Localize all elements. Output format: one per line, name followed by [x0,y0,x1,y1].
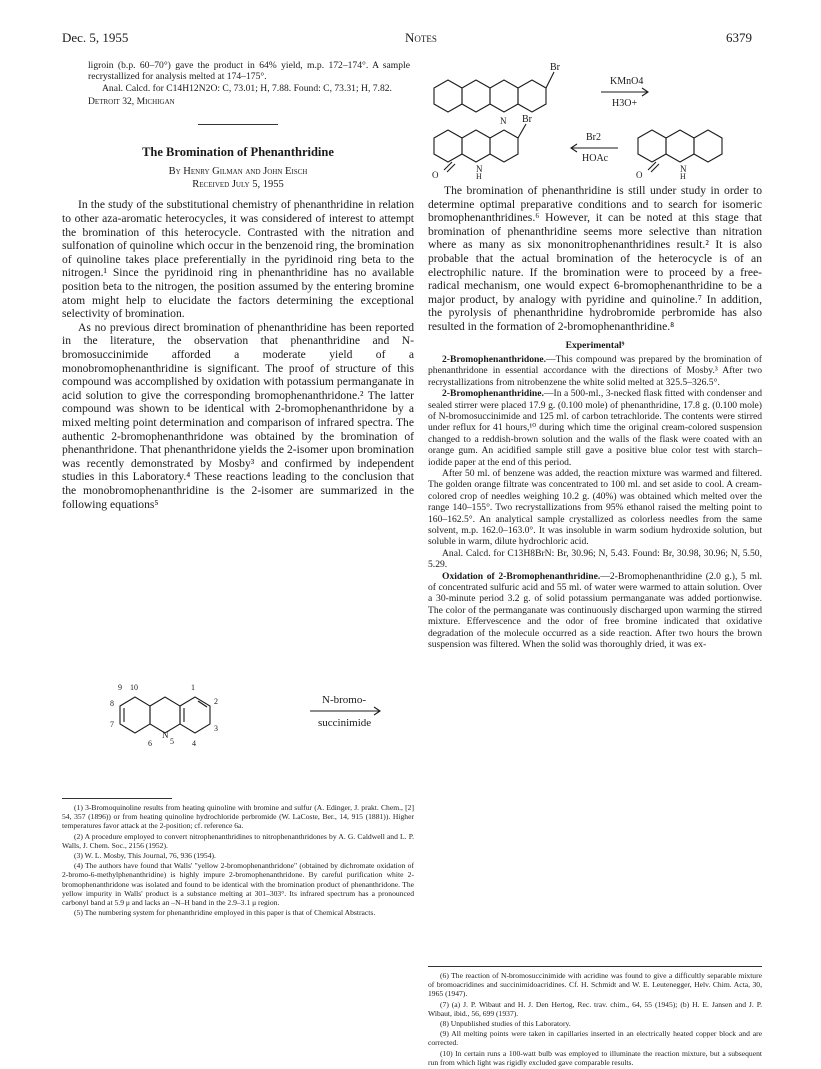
position-3-label: 3 [214,724,218,733]
procedure-bromophenanthridine: 2-Bromophenanthridine.—In a 500-ml., 3-necked flask fitted with condenser and sealed stirrer were placed 17.9 g. (0.100 mole) of phenanthridine, 17.8 g. (0.100 mole) of N-bromosuccinimide and 125 ml. of carbon tetrachloride. The contents were stirred under reflux for 41 hours,¹⁰ during which time the original cream-colored suspension changed to a reddish-brown solution and the walls of the flask were coated with an orange gum. An acidified sample still gave a positive blue color test with starch–iodide paper at the end of this period. [428,388,762,468]
scheme-phenanthridine-nbs [90,676,420,756]
bromine-label-top: Br [550,62,560,73]
right-footnotes [428,966,762,1068]
benzo-ring-middle [150,697,180,733]
running-header-date: Dec. 5, 1955 [62,30,129,45]
procedure-title-oxidation: Oxidation of 2-Bromophenanthridine. [442,570,601,582]
hydrogen-label-right: H [680,172,686,180]
right-column [428,184,762,651]
position-8-label: 8 [110,699,114,708]
position-10-label: 10 [130,683,138,692]
footnote-1: (1) 3-Bromoquinoline results from heating quinoline with bromine and sulfur (A. Edinger, J. prakt. Chem., [2] 54, 357 (1896)) or from heating quinoline hydrochloride perbromide (W. LaCoste, Ber., 14, 915 (1881)). Higher temperatures favor attack at the 2-position; cf. reference 6a. [62,803,414,831]
nh-nitrogen-label-right: N [680,164,687,174]
footnote-3: (3) W. L. Mosby, This Journal, 76, 936 (1954). [74,851,216,861]
reagent-succinimide-label: succinimide [318,717,372,729]
experimental-heading: Experimental⁹ [565,339,625,351]
running-header-section: Notes [405,30,437,45]
procedure-title-bromophenanthridine: 2-Bromophenanthridine. [442,388,544,400]
procedure-oxidation: Oxidation of 2-Bromophenanthridine.—2-Bromophenanthridine (2.0 g.), 5 ml. of concentrated sulfuric acid and 55 ml. of water were warmed to attain solution. Over a 30-minute period 3.2 g. of solid potassium permanganate was added portionwise. The color of the permanganate was continuously discharged upon warming the stirred mixture. Effervescence and the odor of free bromine indicated that oxidative degradation of the molecule occurred as a side reaction. After two hours the brown suspension was filtered. When the solid was thoroughly dried, it was ex- [428,570,763,651]
nh-nitrogen-label-left: N [476,164,483,174]
left-footnotes [62,798,414,918]
footnote-10: (10) In certain runs a 100-watt bulb was employed to illuminate the reaction mixture, but a subsequent run from which light was rigidly excluded gave comparable results. [428,1048,762,1067]
prev-article-location: Detroit 32, Michigan [88,96,175,108]
proof-paragraph: As no previous direct bromination of phenanthridine has been reported in the literature, the observation that phenanthridine and N-bromosuccinimide afforded a moderate yield of a monobromophenanthridine is significant. The proof of structure of this compound was accomplished by oxidation with potassium permanganate in acid solution to give the corresponding bromophenanthridone.² The latter compound was shown to be identical with 2-bromophenanthridone by a mixed melting point determination and comparison of infrared spectra. The authentic 2-bromophenanthridone was obtained by the bromination of phenanthridone. That phenanthridone yields the 2-isomer upon bromination was recently demonstrated by Mosby³ and confirmed by independent studies in this Laboratory.⁴ These reactions leading to the conclusion that the monobromophenanthridine is the 2-isomer are summarized in the following equations⁵ [62,320,414,511]
footnote-7: (7) (a) J. P. Wibaut and H. J. Den Hertog, Rec. trav. chim., 64, 55 (1945); (b) H. E. Jansen and J. P. Wibaut, ibid., 56, 699 (1937). [428,999,762,1018]
procedure-workup: After 50 ml. of benzene was added, the reaction mixture was warmed and filtered. The golden orange filtrate was concentrated to 100 ml. and set aside to cool. A cream-colored crop of needles weighing 10.2 g. (40%) was obtained which melted over the range 140–155°. Two recrystallizations from 95% ethanol raised the melting point to 160–162.5°. An analytical sample crystallized as colorless needles from the same solvent, m.p. 162.0–163.0°. It was insoluble in warm sodium hydroxide solution, but soluble in warm, dilute hydrochloric acid. [428,468,762,548]
nitrogen-label: N [162,730,169,740]
oxygen-label-right: O [636,170,643,180]
footnote-rule-right [428,966,762,967]
article-received-date: Received July 5, 1955 [192,179,284,191]
position-4-label: 4 [192,739,196,748]
reagent-br2-label: Br2 [586,132,601,143]
procedure-bromophenanthridone: 2-Bromophenanthridone.—This compound was prepared by the bromination of phenanthridone in essential accordance with the directions of Mosby.³ After two recrystallizations from nitrobenzene the white solid melted at 325.5–326.5°. [428,353,762,388]
footnote-8: (8) Unpublished studies of this Laboratory. [440,1019,571,1029]
prev-article-analysis: Anal. Calcd. for C14H12N2O: C, 73.01; H, 7.88. Found: C, 73.31; H, 7.82. [102,82,392,94]
footnote-4: (4) The authors have found that Walls' "yellow 2-bromophenanthridone" (obtained by dichromate oxidation of 2-bromo-6-methylphenanthridine) is highly impure 2-bromophenanthridone. By careful purification white 2-bromophenanthridone was isolated and found to be identical with the bromination product of phenanthridone. The yellow impurity in Walls' product is a substance melting at 301–303°. Its infrared spectrum has a pronounced carbonyl band at 5.9 μ and lacks an –N–H band in the 2.9–3.1 μ region. [62,861,414,908]
left-column [62,60,414,511]
reagent-h3o-label: H3O+ [612,98,638,109]
oxygen-label-left: O [432,170,439,180]
scheme-oxidation-bromination [426,58,762,180]
article-authors: By Henry Gilman and John Eisch [168,165,308,177]
article-divider [198,124,278,125]
article-title: The Bromination of Phenanthridine [142,144,334,159]
footnote-rule-left [62,798,172,799]
running-header-page-number: 6379 [726,30,752,45]
position-7-label: 7 [110,720,114,729]
position-2-label: 2 [214,697,218,706]
footnote-2: (2) A procedure employed to convert nitrophenanthridines to nitrophenanthridones by A. G. Caldwell and L. P. Walls, J. Chem. Soc., 2156 (1952). [62,831,414,850]
intro-paragraph: In the study of the substitutional chemistry of phenanthridine in relation to other aza-aromatic heterocycles, it was considered of interest to attempt the bromination of this heterocycle. Contrasted with the nitration and sulfonation of quinoline which occur in the benzenoid ring, the bromination of quinoline takes place preferentially in the pyridinoid ring beta to the nitrogen.¹ Since the pyridinoid ring in phenanthridine has no available position beta to the nitrogen, the position assumed by the entering bromine atom might help to elucidate the factors determining the exceptional selectivity of bromination. [62,198,414,321]
discussion-paragraph: The bromination of phenanthridine is still under study in order to determine optimal preparative conditions and to search for isomeric bromophenanthridines.⁶ However, it can be noted at this stage that bromination of phenanthridine seems more selective than nitration where as many as six mononitrophenanthridines result.² It is also probable that the actual bromination of the heterocycle is of an electrophilic nature. If the bromination were to proceed by a free-radical mechanism, one would expect 6-bromophenanthridine to be a major product, by analogy with pyridine and quinoline.⁷ In addition, the pyrolysis of phenanthridine hydrobromide perbromide has also resulted in the formation of 2-bromophenanthridine.⁸ [428,184,762,333]
position-9-label: 9 [118,683,122,692]
reagent-nbs-label: N-bromo- [322,694,366,706]
footnote-6: (6) The reaction of N-bromosuccinimide with acridine was found to give a difficultly separable mixture of bromoacridines and succinimidoacridines. Cf. H. Schmidt and W. E. Leutenegger, Helv. Chim. Acta, 30, 1965 (1947). [428,971,762,999]
position-6-label: 6 [148,739,152,748]
analysis-bromophenanthridine: Anal. Calcd. for C13H8BrN: Br, 30.96; N, 5.43. Found: Br, 30.98, 30.96; N, 5.50, 5.29. [428,547,762,571]
nitrogen-label-top: N [500,116,507,126]
reagent-kmno4-label: KMnO4 [610,76,644,87]
bromine-label-bottom: Br [522,114,532,125]
position-5-label: 5 [170,737,174,746]
footnote-5: (5) The numbering system for phenanthridine employed in this paper is that of Chemical Abstracts. [74,908,376,918]
footnote-9: (9) All melting points were taken in capillaries inserted in an electrically heated copper block and are corrected. [428,1029,762,1048]
position-1-label: 1 [191,683,195,692]
hydrogen-label-left: H [476,172,482,180]
prev-article-text: ligroin (b.p. 60–70°) gave the product in 64% yield, m.p. 172–174°. A sample recrystallized for analysis melted at 174–175°. [88,60,410,83]
reagent-hoac-label: HOAc [582,153,609,164]
procedure-title-bromophenanthridone: 2-Bromophenanthridone. [442,353,547,365]
